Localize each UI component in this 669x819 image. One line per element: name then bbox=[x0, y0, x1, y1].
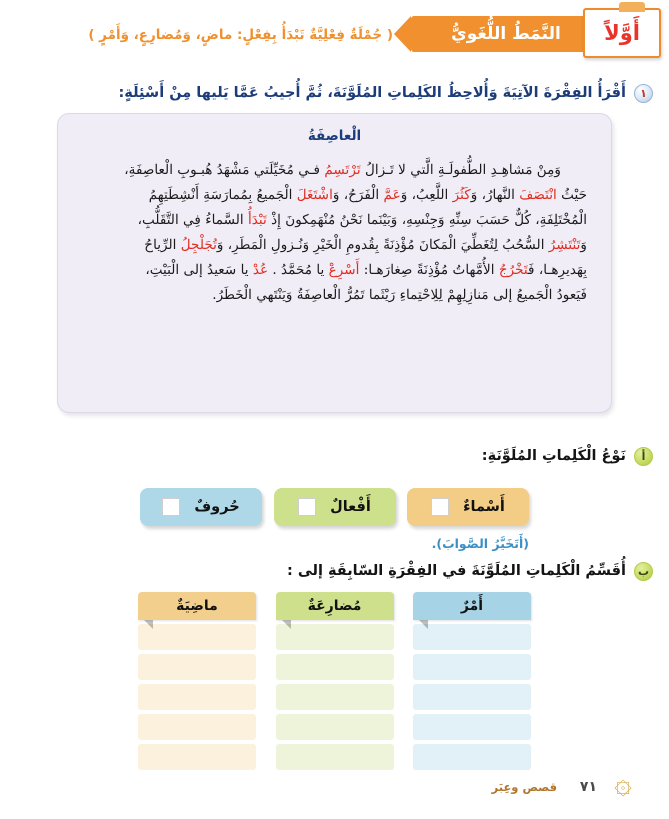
passage-text: يا سَعيدُ إلى الْبَيْتِ، bbox=[145, 262, 253, 278]
highlighted-verb: عُدْ bbox=[252, 262, 269, 278]
page-footer bbox=[20, 761, 649, 807]
option-pill[interactable] bbox=[407, 488, 529, 526]
highlighted-verb: كَثُرَ bbox=[452, 187, 471, 203]
answer-column bbox=[276, 592, 394, 772]
passage-text: حَيْثُ bbox=[556, 187, 587, 203]
passage-text: النَّهارُ، وَ bbox=[470, 187, 520, 203]
answer-column-header bbox=[276, 592, 394, 620]
page-number: ٧١ bbox=[579, 779, 597, 795]
highlighted-verb: تُجَلْجِلُ bbox=[180, 237, 217, 253]
passage-text: السُّحُبُ لِتُغَطِّيَ الْمَكانَ مُؤْذِنَةً بِقُدومِ الْخَيْرِ وَنُـزولِ الْمَطَرِ، وَ bbox=[216, 237, 549, 253]
passage-text: الأُمَّهاتُ مُؤْذِنَةً صِغارَهـا: bbox=[359, 262, 499, 278]
option-label: أَسْماءٌ bbox=[463, 499, 505, 515]
option-label: أَفْعالٌ bbox=[330, 499, 371, 515]
highlighted-verb: تَبْدَأُ bbox=[247, 212, 267, 228]
passage-text: الْجَميعُ بِمُمارَسَةِ أَنْشِطَتِهِمُ bbox=[148, 187, 297, 203]
highlighted-verb: تَرْتَسِمُ bbox=[324, 162, 361, 178]
question-1-row bbox=[40, 80, 653, 106]
answer-column-label: أَمْرٌ bbox=[460, 598, 484, 614]
option-checkbox[interactable] bbox=[298, 498, 316, 516]
part-b-row bbox=[40, 558, 653, 584]
passage-text: وَمِنْ مَشاهِـدِ الطُّفولَـةِ الَّتي لا تَـزالُ bbox=[360, 162, 561, 178]
passage-line bbox=[82, 158, 587, 183]
part-b-text: أُقَسِّمُ الْكَلِماتِ المُلَوَّنَةَ في الفِقْرَةِ السّابِقَةِ إلى : bbox=[286, 563, 626, 579]
highlighted-verb: أَسْرِعْ bbox=[328, 262, 360, 278]
passage-body bbox=[78, 158, 591, 308]
question-1-text: أَقْرَأُ الفِقْرَةَ الآتِيَةَ وَأُلاحِظُ الكَلِماتِ المُلَوَّنَةَ، ثُمَّ أُجيبُ عَمَّا يَليها مِنْ أَسْئِلَةٍ: bbox=[118, 85, 626, 101]
answer-column-label: ماضِيَةٌ bbox=[176, 598, 218, 614]
passage-text: السَّماءُ فِي التَّقَلُّبِ، bbox=[137, 212, 248, 228]
answer-cell[interactable] bbox=[413, 714, 531, 740]
part-b-columns bbox=[138, 592, 531, 772]
part-a-options bbox=[140, 487, 529, 527]
answer-cell[interactable] bbox=[138, 714, 256, 740]
answer-cell[interactable] bbox=[413, 624, 531, 650]
part-a-text: نَوْعُ الْكَلِماتِ المُلَوَّنَةِ: bbox=[481, 448, 626, 464]
answer-column-header bbox=[413, 592, 531, 620]
header-banner-title: النَّمَطُ اللُّغَويُّ bbox=[451, 24, 561, 44]
answer-cell[interactable] bbox=[138, 654, 256, 680]
answer-cell[interactable] bbox=[276, 684, 394, 710]
answer-cell[interactable] bbox=[276, 714, 394, 740]
page-header bbox=[8, 8, 661, 60]
option-label: حُروفٌ bbox=[194, 499, 240, 515]
passage-line bbox=[82, 233, 587, 258]
passage-line bbox=[82, 208, 587, 233]
highlighted-verb: اشْتَغَلَ bbox=[296, 187, 333, 203]
book-title: قصص وعِبَر bbox=[491, 780, 557, 794]
passage-text: الْفَرَحُ، وَ bbox=[332, 187, 384, 203]
option-checkbox[interactable] bbox=[431, 498, 449, 516]
part-a-row bbox=[40, 443, 653, 469]
header-subtitle-wrap bbox=[48, 22, 393, 48]
highlighted-verb: تَخْرُجُ bbox=[498, 262, 529, 278]
passage-text: بِهَديرِهـا، فَ bbox=[528, 262, 587, 278]
reading-passage-card bbox=[57, 113, 612, 413]
part-a-letter: أ bbox=[634, 447, 653, 466]
highlighted-verb: انْتَصَفَ bbox=[519, 187, 557, 203]
passage-text: فَيَعودُ الْجَميعُ إلى مَنازِلِهِمْ لِلِاحْتِماءِ رَيْثَما تَمُرُّ الْعاصِفَةُ وَيَنْتَهي الْخَطَرُ. bbox=[212, 287, 587, 303]
part-b-letter: ب bbox=[634, 562, 653, 581]
option-checkbox[interactable] bbox=[162, 498, 180, 516]
question-1-number: ١ bbox=[634, 84, 653, 103]
passage-text: اللَّعِبُ، وَ bbox=[400, 187, 453, 203]
answer-cell[interactable] bbox=[413, 654, 531, 680]
passage-text: فـي مُخَيِّلَتي مَشْهَدُ هُبـوبِ الْعاصِفَةِ، bbox=[124, 162, 325, 178]
option-pill[interactable] bbox=[274, 488, 396, 526]
option-pill[interactable] bbox=[140, 488, 262, 526]
header-banner bbox=[411, 16, 601, 52]
passage-line bbox=[82, 283, 587, 308]
passage-line bbox=[82, 183, 587, 208]
passage-text: الرِّياحُ bbox=[144, 237, 181, 253]
section-order-tab bbox=[583, 8, 661, 58]
highlighted-verb: تَنْتَشِرُ bbox=[548, 237, 581, 253]
passage-text: يا مُحَمَّدُ . bbox=[268, 262, 329, 278]
answer-column bbox=[138, 592, 256, 772]
ornament-icon: ۞ bbox=[614, 766, 632, 801]
answer-column-label: مُضارِعَةٌ bbox=[307, 598, 362, 614]
answer-cell[interactable] bbox=[138, 624, 256, 650]
answer-cell[interactable] bbox=[276, 624, 394, 650]
answer-column-header bbox=[138, 592, 256, 620]
passage-title: الْعاصِفَةُ bbox=[307, 128, 362, 144]
header-subtitle: ( جُمْلَةٌ فِعْلِيَّةٌ تَبْدَأُ بِفِعْلٍ: ماضٍ، وَمُضارِعٍ، وَأَمْرٍ ) bbox=[88, 27, 393, 43]
section-order-label: أَوَّلاً bbox=[604, 21, 640, 45]
passage-line bbox=[82, 258, 587, 283]
answer-column bbox=[413, 592, 531, 772]
part-a-hint: (أَتَخَيَّرُ الصَّوابَ). bbox=[431, 535, 529, 551]
answer-cell[interactable] bbox=[138, 684, 256, 710]
highlighted-verb: عَمَّ bbox=[383, 187, 401, 203]
passage-text: الْمُخْتَلِفَةِ، كُلٌّ حَسَبَ سِنِّهِ وَجِنْسِهِ، وَبَيْنَما نَحْنُ مُنْهَمِكونَ إِذْ bbox=[266, 212, 587, 228]
answer-cell[interactable] bbox=[276, 654, 394, 680]
answer-cell[interactable] bbox=[413, 684, 531, 710]
part-a-hint-row bbox=[40, 532, 529, 554]
passage-text: وَ bbox=[580, 237, 587, 253]
